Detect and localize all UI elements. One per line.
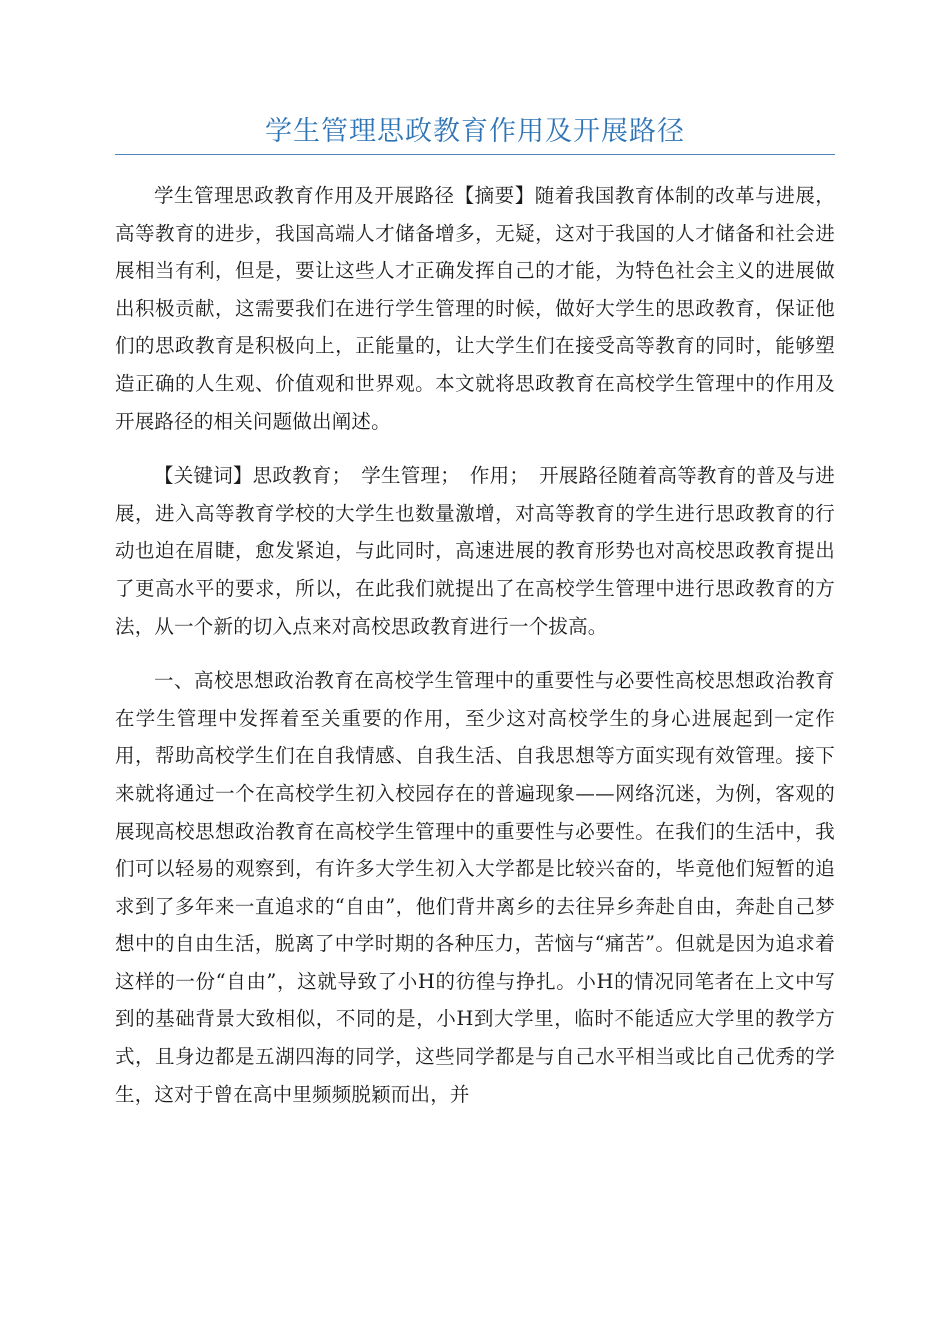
abstract-paragraph: 学生管理思政教育作用及开展路径【摘要】随着我国教育体制的改革与进展，高等教育的进步，我国高端人才储备增多，无疑，这对于我国的人才储备和社会进展相当有利，但是，要让这些人才正确发挥自己的才能，为特色社会主义的进展做出积极贡献，这需要我们在进行学生管理的时候，做好大学生的思政教育，保证他们的思政教育是积极向上，正能量的，让大学生们在接受高等教育的同时，能够塑造正确的人生观、价值观和世界观。本文就将思政教育在高校学生管理中的作用及开展路径的相关问题做出阐述。 [115,184,835,433]
title-underline [115,154,835,155]
section-one-paragraph: 一、高校思想政治教育在高校学生管理中的重要性与必要性高校思想政治教育在学生管理中发挥着至关重要的作用，至少这对高校学生的身心进展起到一定作用，帮助高校学生们在自我情感、自我生活、自我思想等方面实现有效管理。接下来就将通过一个在高校学生初入校园存在的普遍现象——网络沉迷，为例，客观的展现高校思想政治教育在高校学生管理中的重要性与必要性。在我们的生活中，我们可以轻易的观察到，有许多大学生初入大学都是比较兴奋的，毕竟他们短暂的追求到了多年来一直追求的“自由”，他们背井离乡的去往异乡奔赴自由，奔赴自己梦想中的自由生活，脱离了中学时期的各种压力，苦恼与“痛苦”。但就是因为追求着这样的一份“自由”，这就导致了小H的彷徨与挣扎。小H的情况同笔者在上文中写到的基础背景大致相似，不同的是，小H到大学里，临时不能适应大学里的教学方式，且身边都是五湖四海的同学，这些同学都是与自己水平相当或比自己优秀的学生，这对于曾在高中里频频脱颖而出，并 [115,669,835,1106]
document-body [115,177,835,1130]
document-title: 学生管理思政教育作用及开展路径 [265,116,685,147]
keywords-paragraph: 【关键词】思政教育； 学生管理； 作用； 开展路径随着高等教育的普及与进展，进入高等教育学校的大学生也数量激增，对高等教育的学生进行思政教育的行动也迫在眉睫，愈发紧迫，与此同时，高速进展的教育形势也对高校思政教育提出了更高水平的要求，所以，在此我们就提出了在高校学生管理中进行思政教育的方法，从一个新的切入点来对高校思政教育进行一个拔高。 [115,464,835,638]
